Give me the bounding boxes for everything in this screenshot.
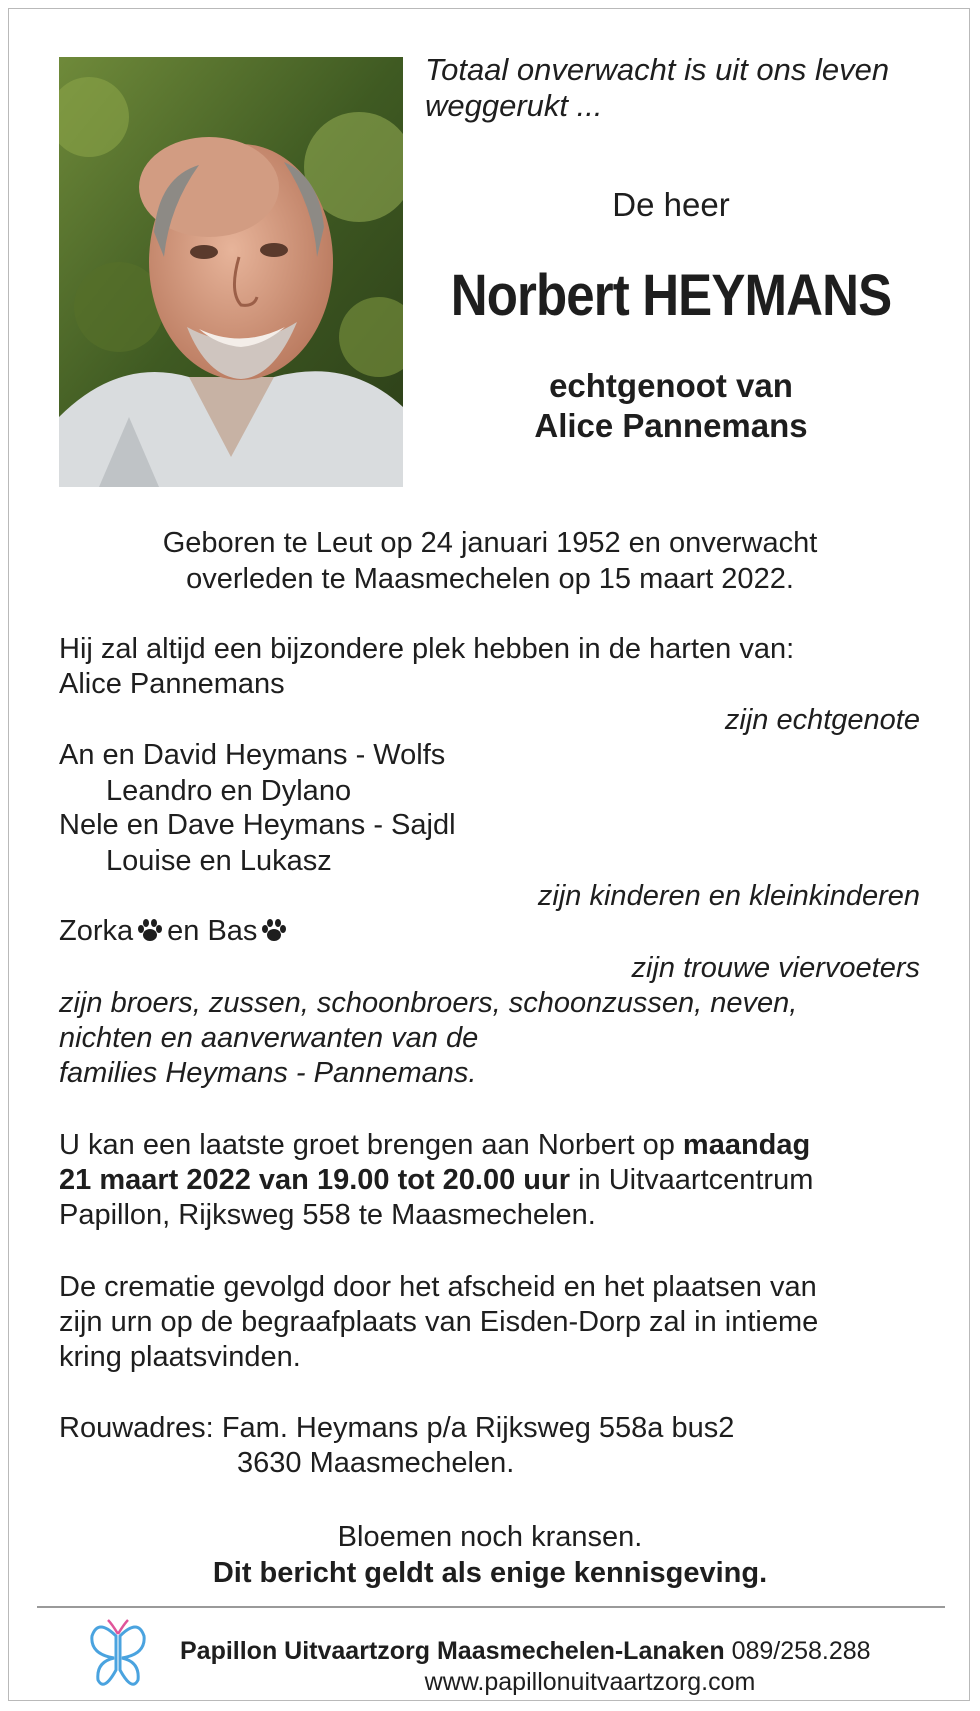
paw-icon [137, 917, 163, 952]
grandchildren-1: Leandro en Dylano [106, 775, 352, 807]
intro-quote: Totaal onverwacht is uit ons leven weggerukt ... [425, 52, 890, 123]
grandchildren-2: Louise en Lukasz [106, 845, 332, 877]
mourning-address: Rouwadres: Fam. Heymans p/a Rijksweg 558a bus2 3630 Maasmechelen. [59, 1412, 735, 1479]
spouse-line: echtgenoot van Alice Pannemans [534, 367, 808, 444]
spouse-role: zijn echtgenote [724, 704, 920, 736]
footer-divider [37, 1606, 945, 1608]
child-2: Nele en Dave Heymans - Sajdl [59, 809, 456, 841]
cremation-text: De crematie gevolgd door het afscheid en het plaatsen van zijn urn op de begraafplaats van Eisden-Dorp zal in intieme kring plaatsvinden. [59, 1271, 819, 1373]
footer-website[interactable]: www.papillonuitvaartzorg.com [424, 1668, 756, 1696]
family-heading: Hij zal altijd een bijzondere plek hebben in de harten van: [59, 633, 795, 665]
child-1: An en David Heymans - Wolfs [59, 739, 446, 771]
birth-death-text: Geboren te Leut op 24 januari 1952 en onverwacht overleden te Maasmechelen op 15 maart 2022. [162, 527, 818, 595]
relatives-text: zijn broers, zussen, schoonbroers, schoonzussen, neven, nichten en aanverwanten van de families Heymans - Pannemans. [59, 987, 798, 1089]
visitation-text: U kan een laatste groet brengen aan Norbert op maandag 21 maart 2022 van 19.00 tot 20.00 uur in Uitvaartcentrum Papillon, Rijksweg 558 te Maasmechelen. [59, 1129, 814, 1231]
paw-icon [261, 917, 287, 952]
closing-text: Bloemen noch kransen. Dit bericht geldt als enige kennisgeving. [212, 1521, 768, 1589]
butterfly-logo-icon [88, 1614, 148, 1699]
spouse-name: Alice Pannemans [59, 668, 285, 700]
pets-role: zijn trouwe viervoeters [631, 952, 920, 984]
footer-company-line: Papillon Uitvaartzorg Maasmechelen-Lanaken 089/258.288 [180, 1637, 871, 1665]
pets-line: Zorka en Bas [59, 914, 929, 952]
children-role: zijn kinderen en kleinkinderen [537, 880, 920, 912]
portrait-photo [59, 57, 403, 487]
deceased-name: Norbert HEYMANS [450, 263, 892, 328]
salutation: De heer [612, 186, 730, 223]
